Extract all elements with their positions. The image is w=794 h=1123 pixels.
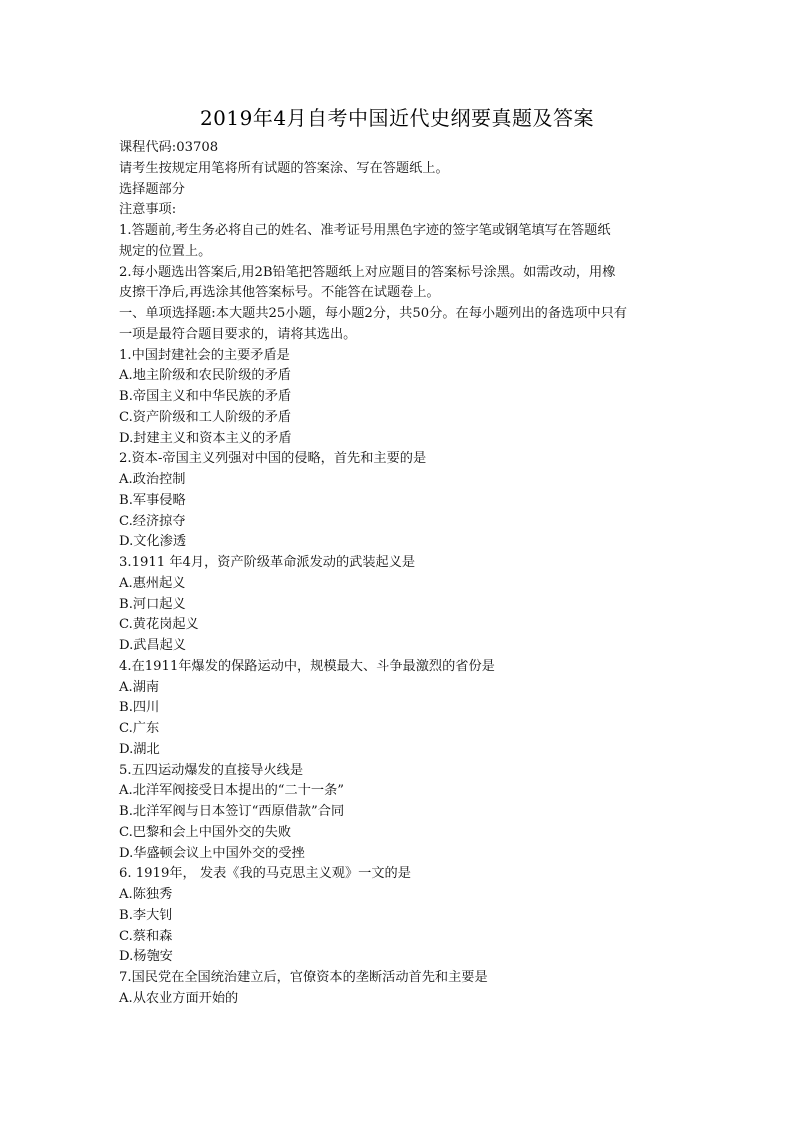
answer-option: C.广东 bbox=[119, 721, 160, 736]
exam-body bbox=[119, 138, 689, 1010]
question-stem: 7.国民党在全国统治建立后，官僚资本的垄断活动首先和主要是 bbox=[119, 970, 488, 985]
note-1-line-1: 1.答题前,考生务必将自己的姓名、准考证号用黑色字迹的签字笔或钢笔填写在答题纸 bbox=[119, 223, 611, 238]
notes-heading: 注意事项: bbox=[119, 202, 177, 218]
answer-option: D.封建主义和资本主义的矛盾 bbox=[119, 430, 292, 446]
page-title: 2019年4月自考中国近代史纲要真题及答案 bbox=[199, 106, 595, 130]
answer-option: B.北洋军阀与日本签订“西原借款”合同 bbox=[119, 804, 345, 819]
instruction-line: 请考生按规定用笔将所有试题的答案涂、写在答题纸上。 bbox=[119, 160, 449, 176]
question-stem: 1.中国封建社会的主要矛盾是 bbox=[119, 347, 290, 363]
answer-option: C.资产阶级和工人阶级的矛盾 bbox=[119, 409, 292, 425]
answer-option: C.蔡和森 bbox=[119, 928, 173, 944]
part-1-heading-line-1: 一、单项选择题:本大题共25小题，每小题2分，共50分。在每小题列出的备选项中只有 bbox=[119, 306, 627, 321]
part-1-heading-line-2: 一项是最符合题目要求的，请将其选出。 bbox=[119, 326, 357, 342]
answer-option: A.北洋军阀接受日本提出的“二十一条” bbox=[119, 783, 345, 799]
answer-option: D.文化渗透 bbox=[119, 534, 187, 550]
question-stem: 6. 1919年， 发表《我的马克思主义观》一文的是 bbox=[119, 866, 411, 882]
answer-option: B.四川 bbox=[119, 700, 160, 716]
answer-option: A.地主阶级和农民阶级的矛盾 bbox=[119, 368, 291, 384]
note-2-line-1: 2.每小题选出答案后,用2B铅笔把答题纸上对应题目的答案标号涂黑。如需改动，用橡 bbox=[119, 264, 616, 280]
answer-option: B.军事侵略 bbox=[119, 492, 186, 508]
question-stem: 5.五四运动爆发的直接导火线是 bbox=[119, 762, 304, 778]
question-stem: 3.1911 年4月，资产阶级革命派发动的武装起义是 bbox=[119, 555, 416, 570]
answer-option: A.从农业方面开始的 bbox=[119, 990, 239, 1006]
answer-option: A.湖南 bbox=[119, 679, 160, 695]
question-stem: 4.在1911年爆发的保路运动中，规模最大、斗争最激烈的省份是 bbox=[119, 658, 495, 674]
answer-option: B.李大钊 bbox=[119, 907, 173, 923]
answer-option: B.河口起义 bbox=[119, 596, 186, 612]
answer-option: B.帝国主义和中华民族的矛盾 bbox=[119, 389, 292, 404]
answer-option: C.经济掠夺 bbox=[119, 513, 186, 529]
question-stem: 2.资本-帝国主义列强对中国的侵略，首先和主要的是 bbox=[119, 451, 427, 467]
answer-option: A.政治控制 bbox=[119, 472, 186, 487]
answer-option: A.惠州起义 bbox=[119, 575, 186, 591]
answer-option: D.华盛顿会议上中国外交的受挫 bbox=[119, 845, 305, 861]
note-1-line-2: 规定的位置上。 bbox=[119, 243, 212, 259]
answer-option: D.杨匏安 bbox=[119, 949, 173, 965]
section-heading: 选择题部分 bbox=[119, 181, 185, 197]
answer-option: C.黄花岗起义 bbox=[119, 617, 199, 633]
answer-option: D.武昌起义 bbox=[119, 638, 187, 653]
answer-option: D.湖北 bbox=[119, 741, 160, 757]
course-code: 课程代码:03708 bbox=[119, 140, 219, 155]
answer-option: A.陈独秀 bbox=[119, 887, 173, 902]
answer-option: C.巴黎和会上中国外交的失败 bbox=[119, 824, 292, 840]
note-2-line-2: 皮擦干净后,再选涂其他答案标号。不能答在试题卷上。 bbox=[119, 285, 440, 301]
